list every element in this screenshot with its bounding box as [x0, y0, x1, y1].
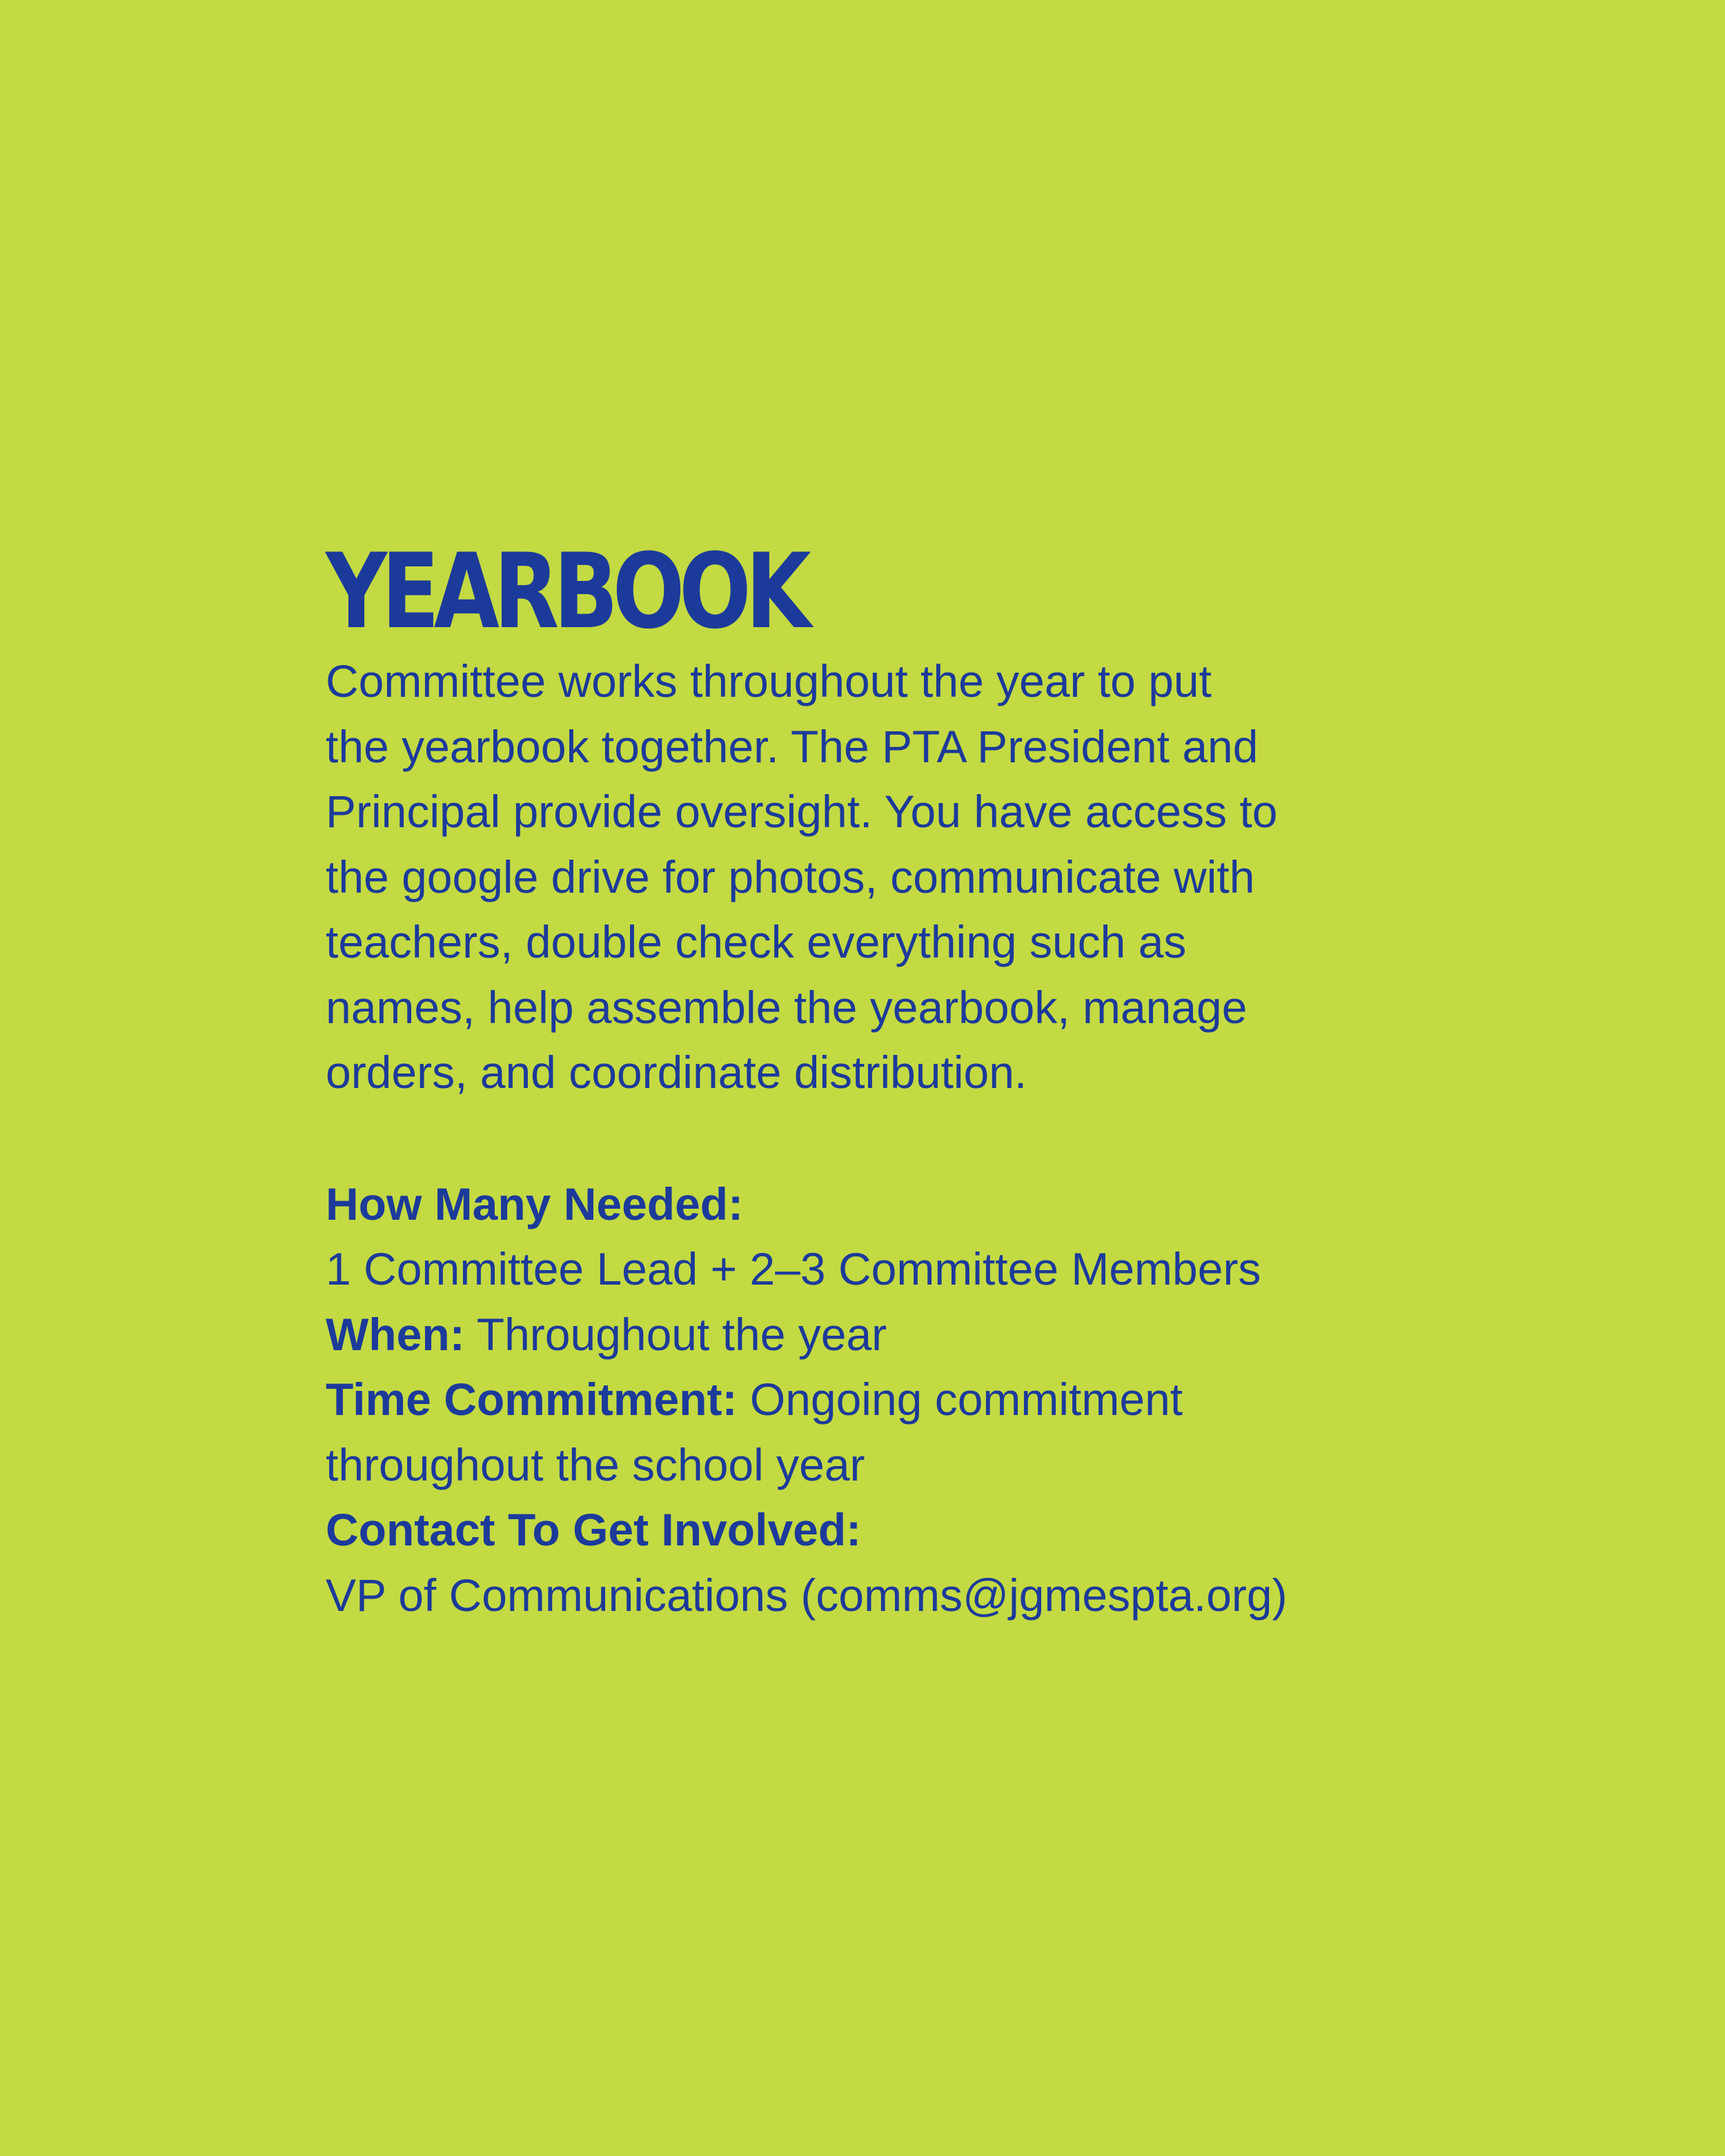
contact-label: Contact To Get Involved:: [326, 1504, 862, 1555]
role-description: [326, 649, 1443, 1105]
role-card: [326, 532, 1443, 1628]
description-line: teachers, double check everything such as: [326, 916, 1187, 967]
when-value: Throughout the year: [464, 1308, 887, 1360]
role-details: [326, 1171, 1443, 1628]
contact-value: VP of Communications (comms@jgmespta.org): [326, 1569, 1288, 1621]
description-line: the yearbook together. The PTA President and: [326, 720, 1259, 772]
when-row: [326, 1302, 1443, 1367]
page-title: YEARBOOK: [326, 532, 806, 652]
description-line: names, help assemble the yearbook, manage: [326, 981, 1248, 1033]
time-commitment-value: Ongoing commitment: [737, 1374, 1183, 1425]
description-line: orders, and coordinate distribution.: [326, 1047, 1027, 1098]
time-commitment-value-continued: throughout the school year: [326, 1438, 865, 1490]
description-line: the google drive for photos, communicate with: [326, 851, 1255, 902]
how-many-value: 1 Committee Lead + 2–3 Committee Members: [326, 1243, 1261, 1294]
description-line: Principal provide oversight. You have access to: [326, 786, 1278, 837]
how-many-label: How Many Needed:: [326, 1178, 744, 1229]
when-label: When:: [326, 1308, 465, 1360]
time-commitment-label: Time Commitment:: [326, 1374, 738, 1425]
description-line: Committee works throughout the year to put: [326, 655, 1212, 706]
time-commitment-row: [326, 1367, 1443, 1432]
